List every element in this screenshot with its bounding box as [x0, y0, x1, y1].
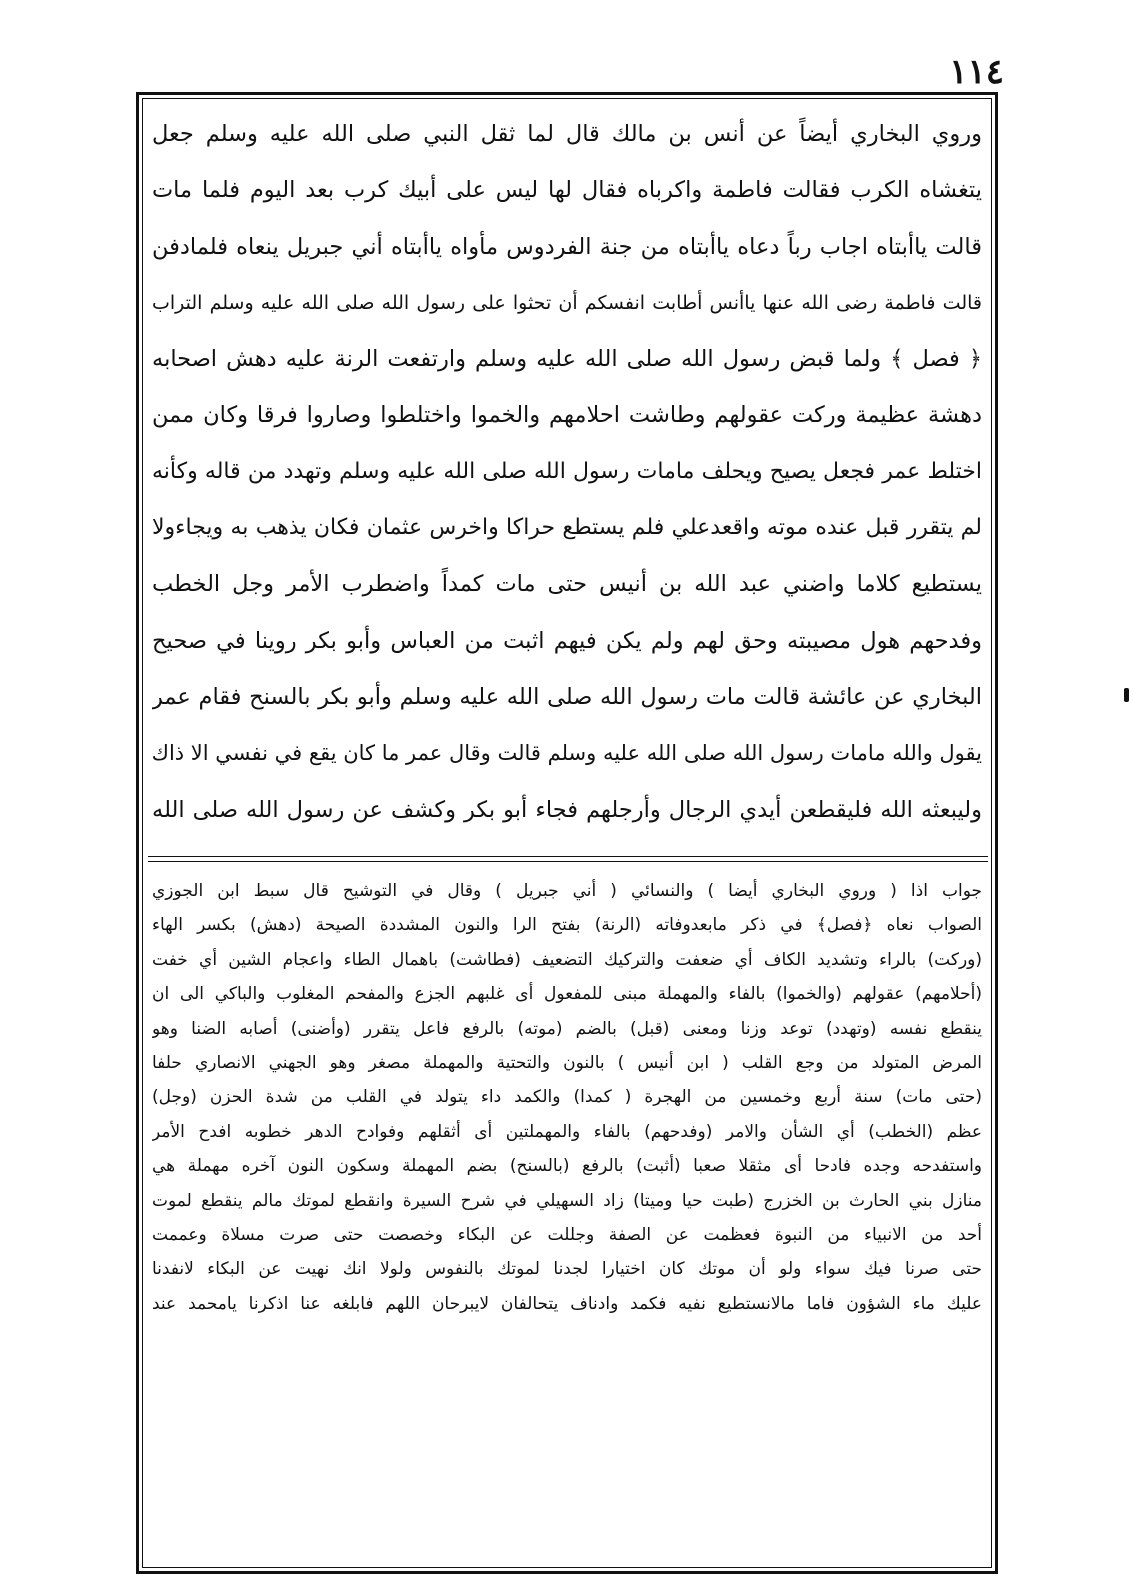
main-text-line: لم يتقرر قبل عنده موته واقعدعلي فلم يستطع حراكا واخرس عثمان فكان يذهب به ويجاءولا [152, 515, 982, 541]
note-line: عظم (الخطب) أي الشأن والامر (وفدحهم) بالفاء والمهملتين أى أثقلهم وفوادح الدهر خطوبه افدح الأمر [152, 1121, 982, 1142]
main-text-line: دهشة عظيمة وركت عقولهم وطاشت احلامهم والخموا واختلطوا وصاروا فرقا وكان ممن [152, 402, 982, 429]
note-line: ينقطع نفسه (وتهدد) توعد وزنا ومعنى (قبل) بالضم (موته) بالرفع فاعل يتقرر (وأضنى) أصابه الضنا وهو [152, 1018, 982, 1039]
note-line: (وركت) بالراء وتشديد الكاف أي ضعفت والتركيك التضعيف (فطاشت) باهمال الطاء واعجام الشين أي خفت [152, 949, 982, 970]
section-heading-line: ﴿ فصل ﴾ ولما قبض رسول الله صلى الله عليه وسلم وارتفعت الرنة عليه دهش اصحابه [152, 346, 982, 373]
main-text-line: يتغشاه الكرب فقالت فاطمة واكرباه فقال لها ليس على أبيك كرب بعد اليوم فلما مات [152, 177, 982, 204]
notes-divider-top [148, 856, 988, 857]
note-line: (حتى مات) سنة أربع وخمسين من الهجرة ( كمدا) والكمد داء يتولد في القلب من شدة الحزن (وجل) [152, 1087, 982, 1108]
main-text-line: وروي البخاري أيضاً عن أنس بن مالك قال لما ثقل النبي صلى الله عليه وسلم جعل [152, 121, 982, 147]
page-number: ١١٤ [949, 52, 1004, 92]
note-line: عليك ماء الشؤون فاما مالانستطيع نفيه فكمد وادناف يتحالفان لايبرحان اللهم فابلغه عنا اذكرنا يامحمد عند [152, 1293, 982, 1314]
note-line: المرض المتولد من وجع القلب ( ابن أنيس ) بالنون والتحتية والمهملة مصغر وهو الجهني الانصاري حلفا [152, 1052, 982, 1073]
commentary-notes-block [152, 874, 982, 1564]
note-line: الصواب نعاه ﴿فصل﴾ في ذكر مابعدوفاته (الرنة) بفتح الرا والنون المشددة الصيحة (دهش) بكسر الهاء [152, 915, 982, 936]
main-text-block [152, 106, 982, 848]
notes-divider-bottom [148, 861, 988, 862]
main-text-line: قالت ياأبتاه اجاب رباً دعاه ياأبتاه من جنة الفردوس مأواه ياأبتاه أني جبريل ينعاه فلمادفن [152, 233, 982, 260]
note-line: منازل بني الحارث بن الخزرج (طبت حيا وميتا) زاد السهيلي في شرح السيرة وانقطع لموتك مالم ينقطع لموت [152, 1190, 982, 1211]
main-text-line: يقول والله مامات رسول الله صلى الله عليه وسلم قالت وقال عمر ما كان يقع في نفسي الا ذاك [152, 741, 982, 766]
main-text-line: وفدحهم هول مصيبته وحق لهم ولم يكن فيهم اثبت من العباس وأبو بكر روينا في صحيح [152, 627, 982, 654]
main-text-line: يستطيع كلاما واضني عبد الله بن أنيس حتى مات كمداً واضطرب الأمر وجل الخطب [152, 571, 982, 598]
scan-edge-mark [1124, 688, 1129, 702]
main-text-line: اختلط عمر فجعل يصيح ويحلف مامات رسول الله صلى الله عليه وسلم وتهدد من قاله وكأنه [152, 458, 982, 484]
note-line: حتى صرنا فيك سواء ولو أن موتك كان اختيارا لجدنا لموتك بالنفوس ولولا انك نهيت عن البكاء لانفدنا [152, 1259, 982, 1280]
note-line: جواب اذا ( وروي البخاري أيضا ) والنسائي ( أني جبريل ) وقال في التوشيح قال سبط ابن الجوزي [152, 881, 982, 901]
main-text-line: قالت فاطمة رضى الله عنها ياأنس أطابت انفسكم أن تحثوا على رسول الله صلى الله عليه وسلم التراب [152, 291, 982, 314]
main-text-line: وليبعثه الله فليقطعن أيدي الرجال وأرجلهم فجاء أبو بكر وكشف عن رسول الله صلى الله [152, 796, 982, 823]
note-line: (أحلامهم) عقولهم (والخموا) بالفاء والمهملة مبنى للمفعول أى غلبهم الجزع والمفحم المغلوب والباكي الى ان [152, 984, 982, 1005]
note-line: أحد من الانبياء من النبوة فعظمت عن الصفة وجللت عن البكاء وخصصت حتى صرت مسلاة وعممت [152, 1224, 982, 1245]
main-text-line: البخاري عن عائشة قالت مات رسول الله صلى الله عليه وسلم وأبو بكر بالسنح فقام عمر [152, 683, 982, 710]
note-line: واستفدحه وجده فادحا أى مثقلا صعبا (أثبت) بالرفع (بالسنح) بضم المهملة وسكون النون آخره مهملة هي [152, 1156, 982, 1177]
